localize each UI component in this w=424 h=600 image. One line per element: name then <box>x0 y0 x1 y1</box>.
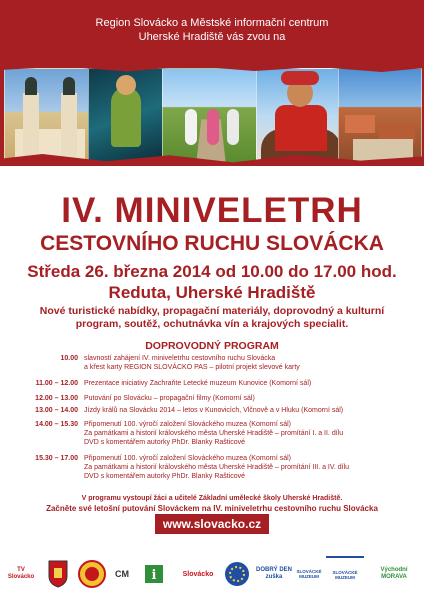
program-time: 12.00 – 13.00 <box>35 395 78 402</box>
program-line: slavností zahájení IV. miniveletrhu cestovního ruchu Slovácka <box>84 355 276 362</box>
cm-logo: CM <box>115 568 129 579</box>
footer-invitation: Začněte své letošní putování Slováckem na IV. miniveletrhu cestovního ruchu Slovácka <box>46 504 378 513</box>
footer-note: V programu vystoupí žáci a učitelé Základní umělecké školy Uherské Hradiště. <box>81 495 343 502</box>
program-heading: DOPROVODNÝ PROGRAM <box>145 340 279 352</box>
vychodni-morava-logo: Východní MORAVA <box>380 567 408 580</box>
program-time: 14.00 – 15.30 <box>35 421 78 428</box>
event-description <box>0 305 424 331</box>
program-line: Putování po Slovácku – propagační filmy (Komorní sál) <box>84 395 255 402</box>
program-time: 10.00 <box>60 355 78 362</box>
intro-text <box>0 16 424 44</box>
photo-strip <box>0 62 424 164</box>
sponsor-logos <box>0 556 424 596</box>
info-centre-logo <box>142 556 166 592</box>
svg-text:i: i <box>151 568 157 583</box>
slovacke-muzeum-logo: SLOVÁCKÉ MUZEUM <box>296 569 322 579</box>
coat-of-arms-logo <box>46 556 70 592</box>
photo-sculpture <box>88 68 172 164</box>
program-line: Za památkami a historií královského města Uherské Hradiště – promítání I. a II. dílu <box>84 430 344 437</box>
seal-icon <box>78 560 106 588</box>
photo-church <box>4 68 90 164</box>
slovacke-muzeum-banner-logo: SLOVÁCKÉ MUZEUM <box>326 556 364 592</box>
program-line: Prezentace iniciativy Zachraňte Letecké muzeum Kunovice (Komorní sál) <box>84 380 312 387</box>
photo-folk-rider <box>256 68 342 164</box>
photo-town-aerial <box>338 68 422 164</box>
event-title: IV. MINIVELETRH <box>61 191 363 230</box>
program-text <box>84 420 414 447</box>
website-link[interactable]: www.slovacko.cz <box>155 514 269 534</box>
round-seal-logo <box>78 556 106 592</box>
program-text <box>84 379 414 388</box>
program-line: a křest karty REGION SLOVÁCKO PAS – pilotní projekt slevové karty <box>84 364 300 371</box>
description-line-1: Nové turistické nabídky, propagační materiály, doprovodný a kulturní <box>39 305 385 317</box>
event-date: Středa 26. března 2014 od 10.00 do 17.00 hod. <box>27 262 397 281</box>
event-venue: Reduta, Uherské Hradiště <box>108 283 316 302</box>
program-line: Za památkami a historií královského města Uherské Hradiště – promítání III. a IV. dílu <box>84 464 350 471</box>
description-line-2: program, soutěž, ochutnávka vín a krajových specialit. <box>75 318 349 330</box>
program-time: 11.00 – 12.00 <box>35 380 78 387</box>
eu-flag-icon <box>224 561 250 587</box>
program-time: 13.00 – 14.00 <box>35 407 78 414</box>
slovacko-logo: Slovácko <box>182 570 214 578</box>
program-text <box>84 406 414 415</box>
program-time: 15.30 – 17.00 <box>35 455 78 462</box>
program-text <box>84 394 414 403</box>
info-icon <box>144 564 164 584</box>
program-text <box>84 354 414 372</box>
intro-line-2: Uherské Hradiště vás zvou na <box>138 31 286 43</box>
photo-cyclists <box>162 68 258 164</box>
event-subtitle: CESTOVNÍHO RUCHU SLOVÁCKA <box>40 232 384 255</box>
program-line: Připomenutí 100. výročí založení Slováckého muzea (Komorní sál) <box>84 455 291 462</box>
intro-line-1: Region Slovácko a Městské informační centrum <box>95 17 329 29</box>
program-line: DVD s komentářem autorky PhDr. Blanky Rašticové <box>84 439 246 446</box>
eu-logo <box>224 556 250 592</box>
tv-slovacko-logo: TV Slovácko <box>7 567 35 580</box>
program-line: Jízdy králů na Slovácku 2014 – letos v Kunovicích, Vlčnově a v Hluku (Komorní sál) <box>84 407 344 414</box>
dobry-den-zuska-logo: DOBRÝ DEN zuška <box>256 567 292 580</box>
program-text <box>84 454 414 481</box>
shield-icon <box>48 560 68 588</box>
program-line: DVD s komentářem autorky PhDr. Blanky Rašticové <box>84 473 246 480</box>
program-line: Připomenutí 100. výročí založení Slováckého muzea (Komorní sál) <box>84 421 291 428</box>
